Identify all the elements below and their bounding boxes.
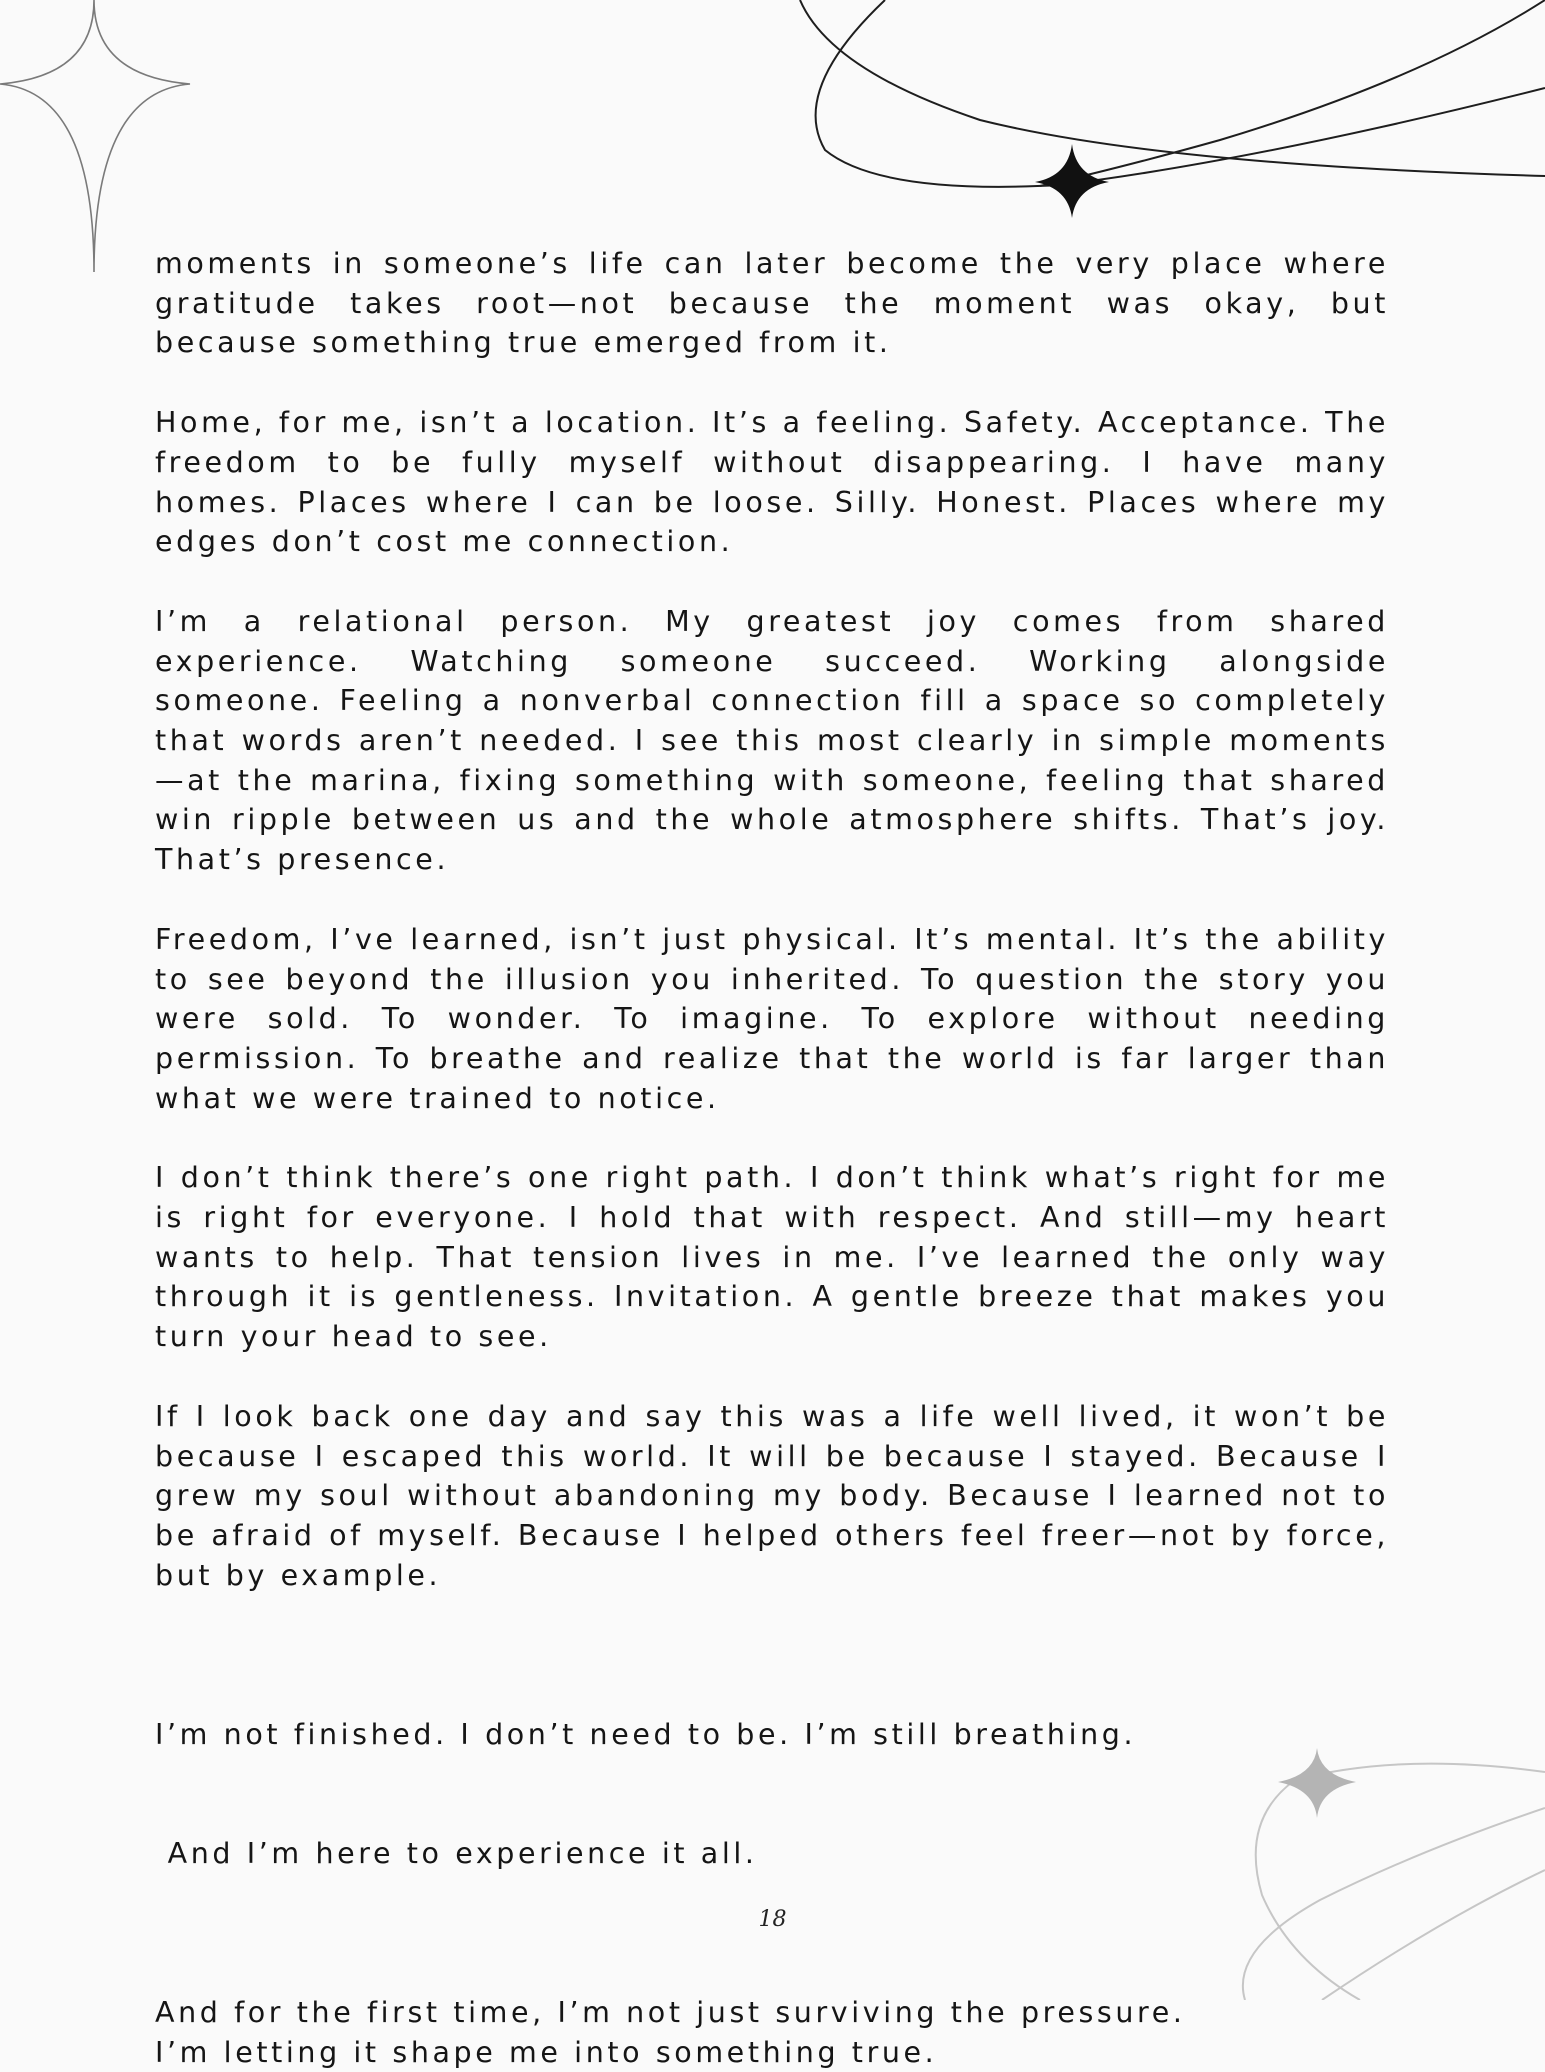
four-point-star-outline-icon	[0, 0, 190, 272]
final-line: I’m letting it shape me into something true.	[155, 2035, 938, 2069]
page-number: 18	[758, 1907, 787, 1932]
closing-line: I’m not finished. I don’t need to be. I’m still breathing.	[155, 1717, 1137, 1751]
four-point-star-solid-icon	[1035, 144, 1109, 218]
orbit-lines-icon	[800, 0, 1545, 187]
paragraph: moments in someone’s life can later become the very place where gratitude takes root—not because the moment was okay, but because something true emerged from it.	[155, 247, 1389, 360]
paragraph: I don’t think there’s one right path. I don’t think what’s right for me is right for everyone. I hold that with respect. And still—my heart wants to help. That tension lives in me. I’ve learned the only way through it is gentleness. Invitation. A gentle breeze that makes you turn your head to see.	[155, 1161, 1389, 1354]
body-text	[155, 244, 1389, 2072]
paragraph: Home, for me, isn’t a location. It’s a feeling. Safety. Acceptance. The freedom to be fully myself without disappearing. I have many homes. Places where I can be loose. Silly. Honest. Places where my edges don’t cost me connection.	[155, 406, 1389, 559]
paragraph: I’m a relational person. My greatest joy comes from shared experience. Watching someone succeed. Working alongside someone. Feeling a nonverbal connection fill a space so completely that words aren’t needed. I see this most clearly in simple moments—at the marina, fixing something with someone, feeling that shared win ripple between us and the whole atmosphere shifts. That’s joy. That’s presence.	[155, 604, 1389, 877]
closing-line: And I’m here to experience it all.	[155, 1836, 758, 1870]
paragraph: Freedom, I’ve learned, isn’t just physical. It’s mental. It’s the ability to see beyond the illusion you inherited. To question the story you were sold. To wonder. To imagine. To explore without needing permission. To breathe and realize that the world is far larger than what we were trained to notice.	[155, 922, 1389, 1115]
final-paragraph	[155, 1993, 1389, 2072]
closing-paragraph	[155, 1635, 1389, 1953]
final-line: And for the first time, I’m not just surviving the pressure.	[155, 1996, 1186, 2030]
paragraph: If I look back one day and say this was a life well lived, it won’t be because I escaped this world. It will be because I stayed. Because I grew my soul without abandoning my body. Because I learned not to be afraid of myself. Because I helped others feel freer—not by force, but by example.	[155, 1399, 1389, 1592]
